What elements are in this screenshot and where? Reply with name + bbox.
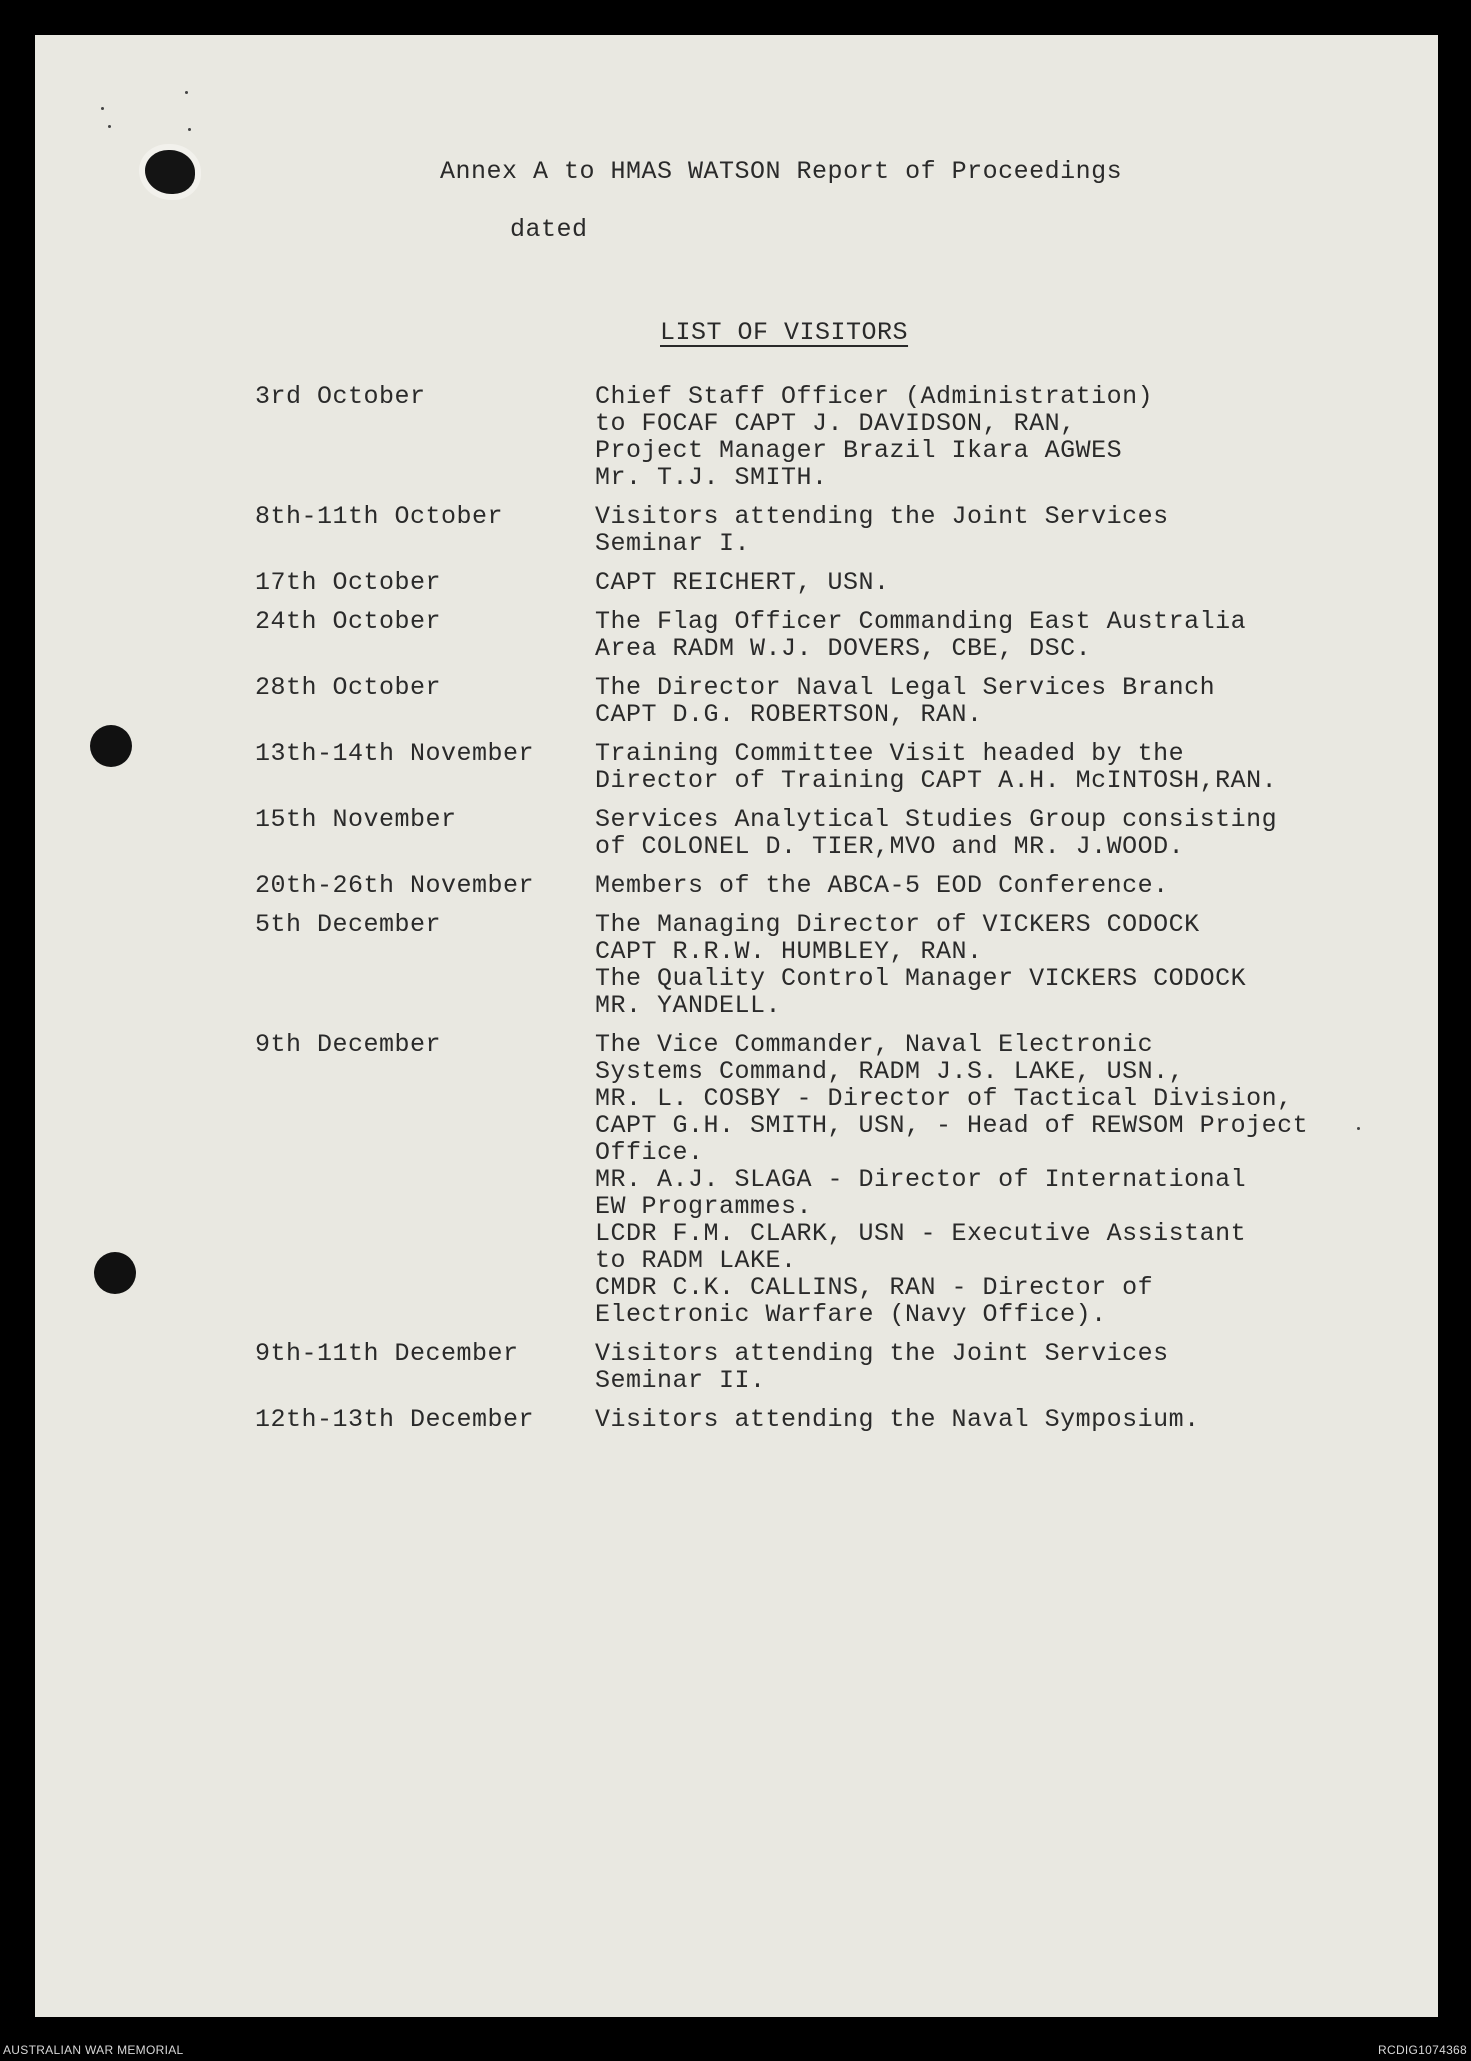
visitor-description xyxy=(595,806,1405,860)
footer-strip xyxy=(0,2040,1471,2061)
visitor-description-line: Services Analytical Studies Group consisting xyxy=(595,805,1278,834)
paper-speck xyxy=(101,107,104,110)
visitor-entry xyxy=(255,1340,1405,1394)
visitor-description-line: Seminar II. xyxy=(595,1366,766,1395)
visitor-entry xyxy=(255,383,1405,491)
visitor-description-line: Area RADM W.J. DOVERS, CBE, DSC. xyxy=(595,634,1092,663)
visitor-entry xyxy=(255,740,1405,794)
visitor-description xyxy=(595,740,1405,794)
visitor-description xyxy=(595,1031,1405,1328)
visit-date: 5th December xyxy=(255,910,442,939)
visitor-description xyxy=(595,872,1405,899)
footer-source: AUSTRALIAN WAR MEMORIAL xyxy=(3,2043,184,2057)
visit-date: 17th October xyxy=(255,568,442,597)
visitor-description-line: MR. YANDELL. xyxy=(595,991,782,1020)
visitor-description-line: Mr. T.J. SMITH. xyxy=(595,463,828,492)
visitor-description-line: Systems Command, RADM J.S. LAKE, USN., xyxy=(595,1057,1185,1086)
document-page xyxy=(35,35,1438,2017)
visitor-entry xyxy=(255,911,1405,1019)
visitor-description-line: Director of Training CAPT A.H. McINTOSH,RAN. xyxy=(595,766,1278,795)
visit-date: 20th-26th November xyxy=(255,871,535,900)
visitor-description xyxy=(595,503,1405,557)
visit-date: 24th October xyxy=(255,607,442,636)
visitor-entry xyxy=(255,674,1405,728)
visit-date: 9th December xyxy=(255,1030,442,1059)
visitor-list xyxy=(255,383,1405,1445)
visit-date: 15th November xyxy=(255,805,457,834)
punch-hole xyxy=(94,1252,136,1294)
visit-date: 8th-11th October xyxy=(255,502,504,531)
visit-date: 3rd October xyxy=(255,382,426,411)
paper-speck xyxy=(108,125,111,128)
visitor-description-line: MR. L. COSBY - Director of Tactical Division, xyxy=(595,1084,1293,1113)
paper-speck xyxy=(188,128,191,131)
visitor-description-line: Visitors attending the Joint Services xyxy=(595,1339,1169,1368)
visit-date: 28th October xyxy=(255,673,442,702)
visitor-description-line: CAPT G.H. SMITH, USN, - Head of REWSOM Project xyxy=(595,1111,1309,1140)
annex-title: Annex A to HMAS WATSON Report of Proceedings xyxy=(440,157,1123,186)
punch-hole xyxy=(90,725,132,767)
visitor-description-line: Seminar I. xyxy=(595,529,751,558)
visitor-description-line: to RADM LAKE. xyxy=(595,1246,797,1275)
visitor-entry xyxy=(255,1031,1405,1328)
list-heading: LIST OF VISITORS xyxy=(660,318,909,347)
visit-date: 12th-13th December xyxy=(255,1405,535,1434)
visitor-description-line: to FOCAF CAPT J. DAVIDSON, RAN, xyxy=(595,409,1076,438)
visitor-entry xyxy=(255,569,1405,596)
visitor-description-line: EW Programmes. xyxy=(595,1192,813,1221)
visitor-description-line: Members of the ABCA-5 EOD Conference. xyxy=(595,871,1169,900)
visitor-description xyxy=(595,1340,1405,1394)
visitor-description-line: MR. A.J. SLAGA - Director of International xyxy=(595,1165,1247,1194)
visitor-description xyxy=(595,674,1405,728)
visitor-description xyxy=(595,383,1405,491)
visitor-description-line: of COLONEL D. TIER,MVO and MR. J.WOOD. xyxy=(595,832,1185,861)
visitor-description-line: CAPT REICHERT, USN. xyxy=(595,568,890,597)
visitor-description xyxy=(595,569,1405,596)
visitor-description-line: Training Committee Visit headed by the xyxy=(595,739,1185,768)
visit-date: 13th-14th November xyxy=(255,739,535,768)
visitor-description-line: LCDR F.M. CLARK, USN - Executive Assistant xyxy=(595,1219,1247,1248)
visitor-description-line: Electronic Warfare (Navy Office). xyxy=(595,1300,1107,1329)
visitor-description-line: The Quality Control Manager VICKERS CODOCK xyxy=(595,964,1247,993)
visitor-description xyxy=(595,911,1405,1019)
visitor-description-line: The Managing Director of VICKERS CODOCK xyxy=(595,910,1200,939)
visitor-description xyxy=(595,1406,1405,1433)
visitor-description-line: CAPT D.G. ROBERTSON, RAN. xyxy=(595,700,983,729)
visitor-description-line: Visitors attending the Naval Symposium. xyxy=(595,1405,1200,1434)
visitor-description-line: CAPT R.R.W. HUMBLEY, RAN. xyxy=(595,937,983,966)
visitor-description-line: The Director Naval Legal Services Branch xyxy=(595,673,1216,702)
visitor-description-line: Visitors attending the Joint Services xyxy=(595,502,1169,531)
footer-id: RCDIG1074368 xyxy=(1378,2043,1467,2057)
visitor-description xyxy=(595,608,1405,662)
visit-date: 9th-11th December xyxy=(255,1339,519,1368)
visitor-entry xyxy=(255,872,1405,899)
visitor-entry xyxy=(255,608,1405,662)
visitor-description-line: The Vice Commander, Naval Electronic xyxy=(595,1030,1154,1059)
visitor-description-line: Project Manager Brazil Ikara AGWES xyxy=(595,436,1123,465)
visitor-entry xyxy=(255,1406,1405,1433)
visitor-description-line: CMDR C.K. CALLINS, RAN - Director of xyxy=(595,1273,1154,1302)
paper-damage-mark xyxy=(145,150,195,194)
visitor-description-line: The Flag Officer Commanding East Australia xyxy=(595,607,1247,636)
visitor-description-line: Chief Staff Officer (Administration) xyxy=(595,382,1154,411)
visitor-entry xyxy=(255,503,1405,557)
paper-speck xyxy=(185,91,188,94)
visitor-entry xyxy=(255,806,1405,860)
dated-label: dated xyxy=(510,215,588,244)
visitor-description-line: Office. xyxy=(595,1138,704,1167)
